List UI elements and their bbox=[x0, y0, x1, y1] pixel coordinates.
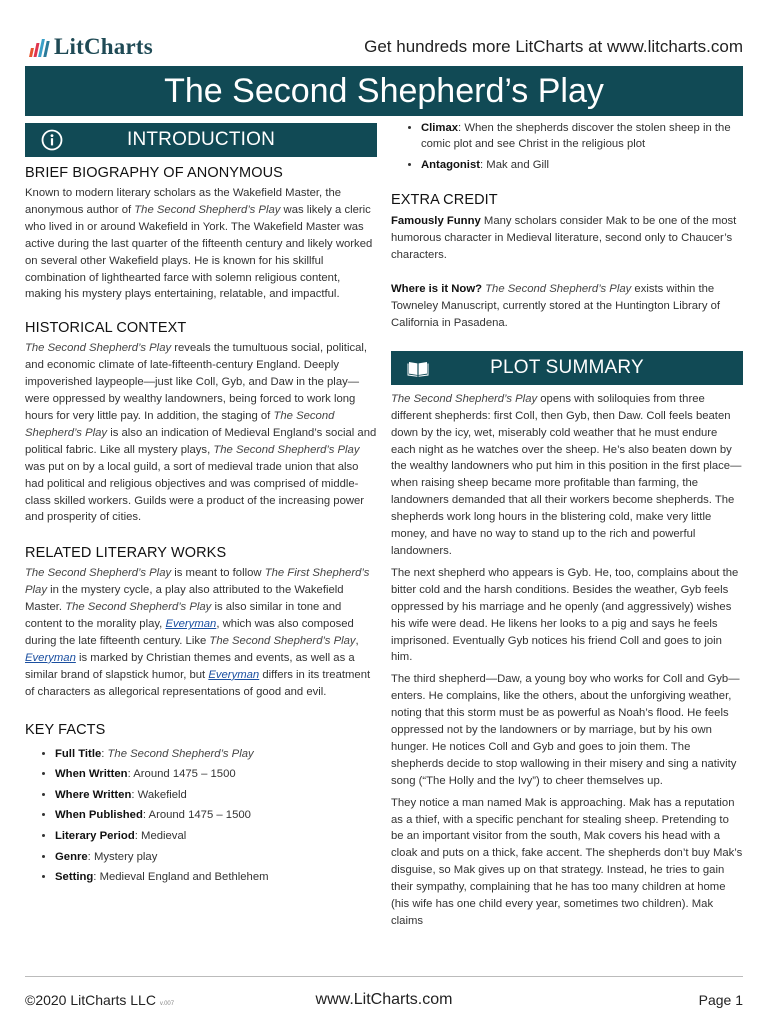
page-title: The Second Shepherd’s Play bbox=[25, 66, 743, 116]
book-icon bbox=[407, 357, 429, 379]
list-item: • Climax: When the shepherds discover the stolen sheep in the comic plot and see Christ in the religious plot bbox=[421, 121, 743, 153]
extra-credit-heading: EXTRA CREDIT bbox=[391, 192, 498, 209]
key-facts-list bbox=[25, 744, 377, 888]
plot-summary-header bbox=[391, 351, 743, 385]
footer-version: v.007 bbox=[159, 1001, 175, 1007]
list-item: • Antagonist: Mak and Gill bbox=[421, 158, 743, 174]
plot-paragraph: The third shepherd—Daw, a young boy who works for Coll and Gyb—enters. He complains, like the others, about the unforgiving weather, noting that this storm must be as powerful as Noah’s flood. He feels oppressed not by the landowners or by marriage, but by his own hunger. He notices Coll and Gyb and goes to join them. The shepherds decide to stop wallowing in their misery and sing a nativity song (“The Holly and the Ivy”) to cheer themselves up. bbox=[391, 673, 740, 787]
extra-credit-text-1: Famously Funny Many scholars consider Mak to be one of the most humorous character in Medieval literature, second only to Chaucer’s characters. bbox=[391, 215, 737, 262]
right-column bbox=[391, 121, 743, 930]
biography-heading: BRIEF BIOGRAPHY OF ANONYMOUS bbox=[25, 165, 283, 181]
key-facts-heading: KEY FACTS bbox=[25, 721, 106, 738]
introduction-heading: INTRODUCTION bbox=[126, 129, 276, 150]
everyman-link[interactable]: Everyman bbox=[208, 668, 260, 681]
list-item: • Literary Period: Medieval bbox=[55, 826, 377, 847]
logo-bars-icon bbox=[30, 37, 48, 57]
footer-divider bbox=[25, 976, 743, 977]
plot-paragraph: The Second Shepherd’s Play opens with soliloquies from three different shepherds: first Coll, then Gyb, then Daw. Coll feels beaten down by the icy, wet, miserably cold weather that he must endure each night as he watches over the sheep. He’s also beaten down by the wealthy landowners who put him in this position in the first place—when raising sheep became more profitable than farming, the landowners demanded that all their workers become shepherds. The shepherds work long hours in the blistering cold, make very little money, and have no way to stand up to the rich and powerful landowners. bbox=[391, 392, 742, 557]
historical-context-heading: HISTORICAL CONTEXT bbox=[25, 320, 187, 337]
everyman-link[interactable]: Everyman bbox=[165, 618, 217, 631]
logo-text: LitCharts bbox=[54, 34, 153, 59]
promo-text: Get hundreds more LitCharts at www.litcharts.com bbox=[364, 37, 743, 56]
list-item: • Genre: Mystery play bbox=[55, 847, 377, 868]
biography-text: Known to modern literary scholars as the Wakefield Master, the anonymous author of The Second Shepherd’s Play was likely a cleric who lived in or around Wakefield in York. The Wakefield Master was active during the last quarter of the fifteenth century and likely worked on several other Wakefield plays. He is known for his skillful combination of lighthearted farce with solemn religious content, making his mystery plays entertaining, relatable, and impactful. bbox=[25, 187, 373, 301]
related-works-text: The Second Shepherd’s Play is meant to follow The First Shepherd’s Play in the mystery cycle, a play also attributed to the Wakefield Master. The Second Shepherd’s Play is also similar in tone and content to the morality play, Everyman, which was also composed during the late fifteenth century. Like The Second Shepherd’s Play, Everyman is marked by Christian themes and events, as well as a similar brand of slapstick humor, but Everyman differs in its treatment of characters as allegorical representations of good and evil. bbox=[25, 567, 371, 698]
footer-site-link[interactable]: www.LitCharts.com bbox=[315, 991, 453, 1008]
plot-paragraph: The next shepherd who appears is Gyb. He, too, complains about the bitter cold and the harsh conditions. Besides the weather, Gyb feels oppressed by his marriage and he openly (and aggressively) wishes his wife were dead. He likens her looks to a pig and says he feels imprisoned. Eventually Gyb notices his friend Coll and goes to join him. bbox=[391, 566, 739, 664]
key-facts-list-continued bbox=[391, 121, 743, 173]
everyman-link[interactable]: Everyman bbox=[25, 651, 76, 664]
list-item: • Setting: Medieval England and Bethlehem bbox=[55, 867, 377, 888]
list-item: • Full Title: The Second Shepherd’s Play bbox=[55, 744, 377, 765]
list-item: • Where Written: Wakefield bbox=[55, 785, 377, 806]
footer-page-number: Page 1 bbox=[698, 992, 743, 1008]
introduction-header bbox=[25, 123, 377, 157]
plot-paragraph: They notice a man named Mak is approaching. Mak has a reputation as a thief, with a specific penchant for stealing sheep. Pretending to be an important visitor from the south, Mak covers his head with a cloak and puts on a thick, fake accent. The shepherds don’t buy Mak’s disguise, so Mak gives up on that strategy. Instead, he tries to gain their sympathy, complaining that he has too many children at home (his wife has one child every year, sometimes two children). Mak claims bbox=[391, 796, 743, 928]
list-item: • When Written: Around 1475 – 1500 bbox=[55, 764, 377, 785]
top-bar bbox=[25, 32, 743, 62]
extra-credit-text-2: Where is it Now? The Second Shepherd’s Play exists within the Towneley Manuscript, currently stored at the Huntington Library of California in Pasadena. bbox=[391, 283, 721, 329]
info-icon bbox=[41, 129, 63, 151]
plot-summary-heading: PLOT SUMMARY bbox=[490, 356, 644, 378]
related-works-heading: RELATED LITERARY WORKS bbox=[25, 545, 227, 562]
left-column bbox=[25, 123, 377, 888]
historical-context-text: The Second Shepherd’s Play reveals the tumultuous social, political, and economic climate of late-fifteenth-century England. Deeply impoverished laypeople—just like Coll, Gyb, and Daw in the play—were oppressed by wealthy landowners, being forced to work long hours for very little pay. In addition, the staging of The Second Shepherd’s Play is also an indication of Medieval England’s social and political fabric. Like all mystery plays, The Second Shepherd’s Play was put on by a local guild, a sort of medieval trade union that also had political and religious objectives and was comprised of middle-class skilled workers. Guilds were a product of the increasing power and prosperity of cities. bbox=[25, 342, 377, 524]
litcharts-logo[interactable] bbox=[30, 34, 153, 60]
list-item: • When Published: Around 1475 – 1500 bbox=[55, 805, 377, 826]
footer-copyright: ©2020 LitCharts LLC v.007 bbox=[25, 992, 175, 1008]
